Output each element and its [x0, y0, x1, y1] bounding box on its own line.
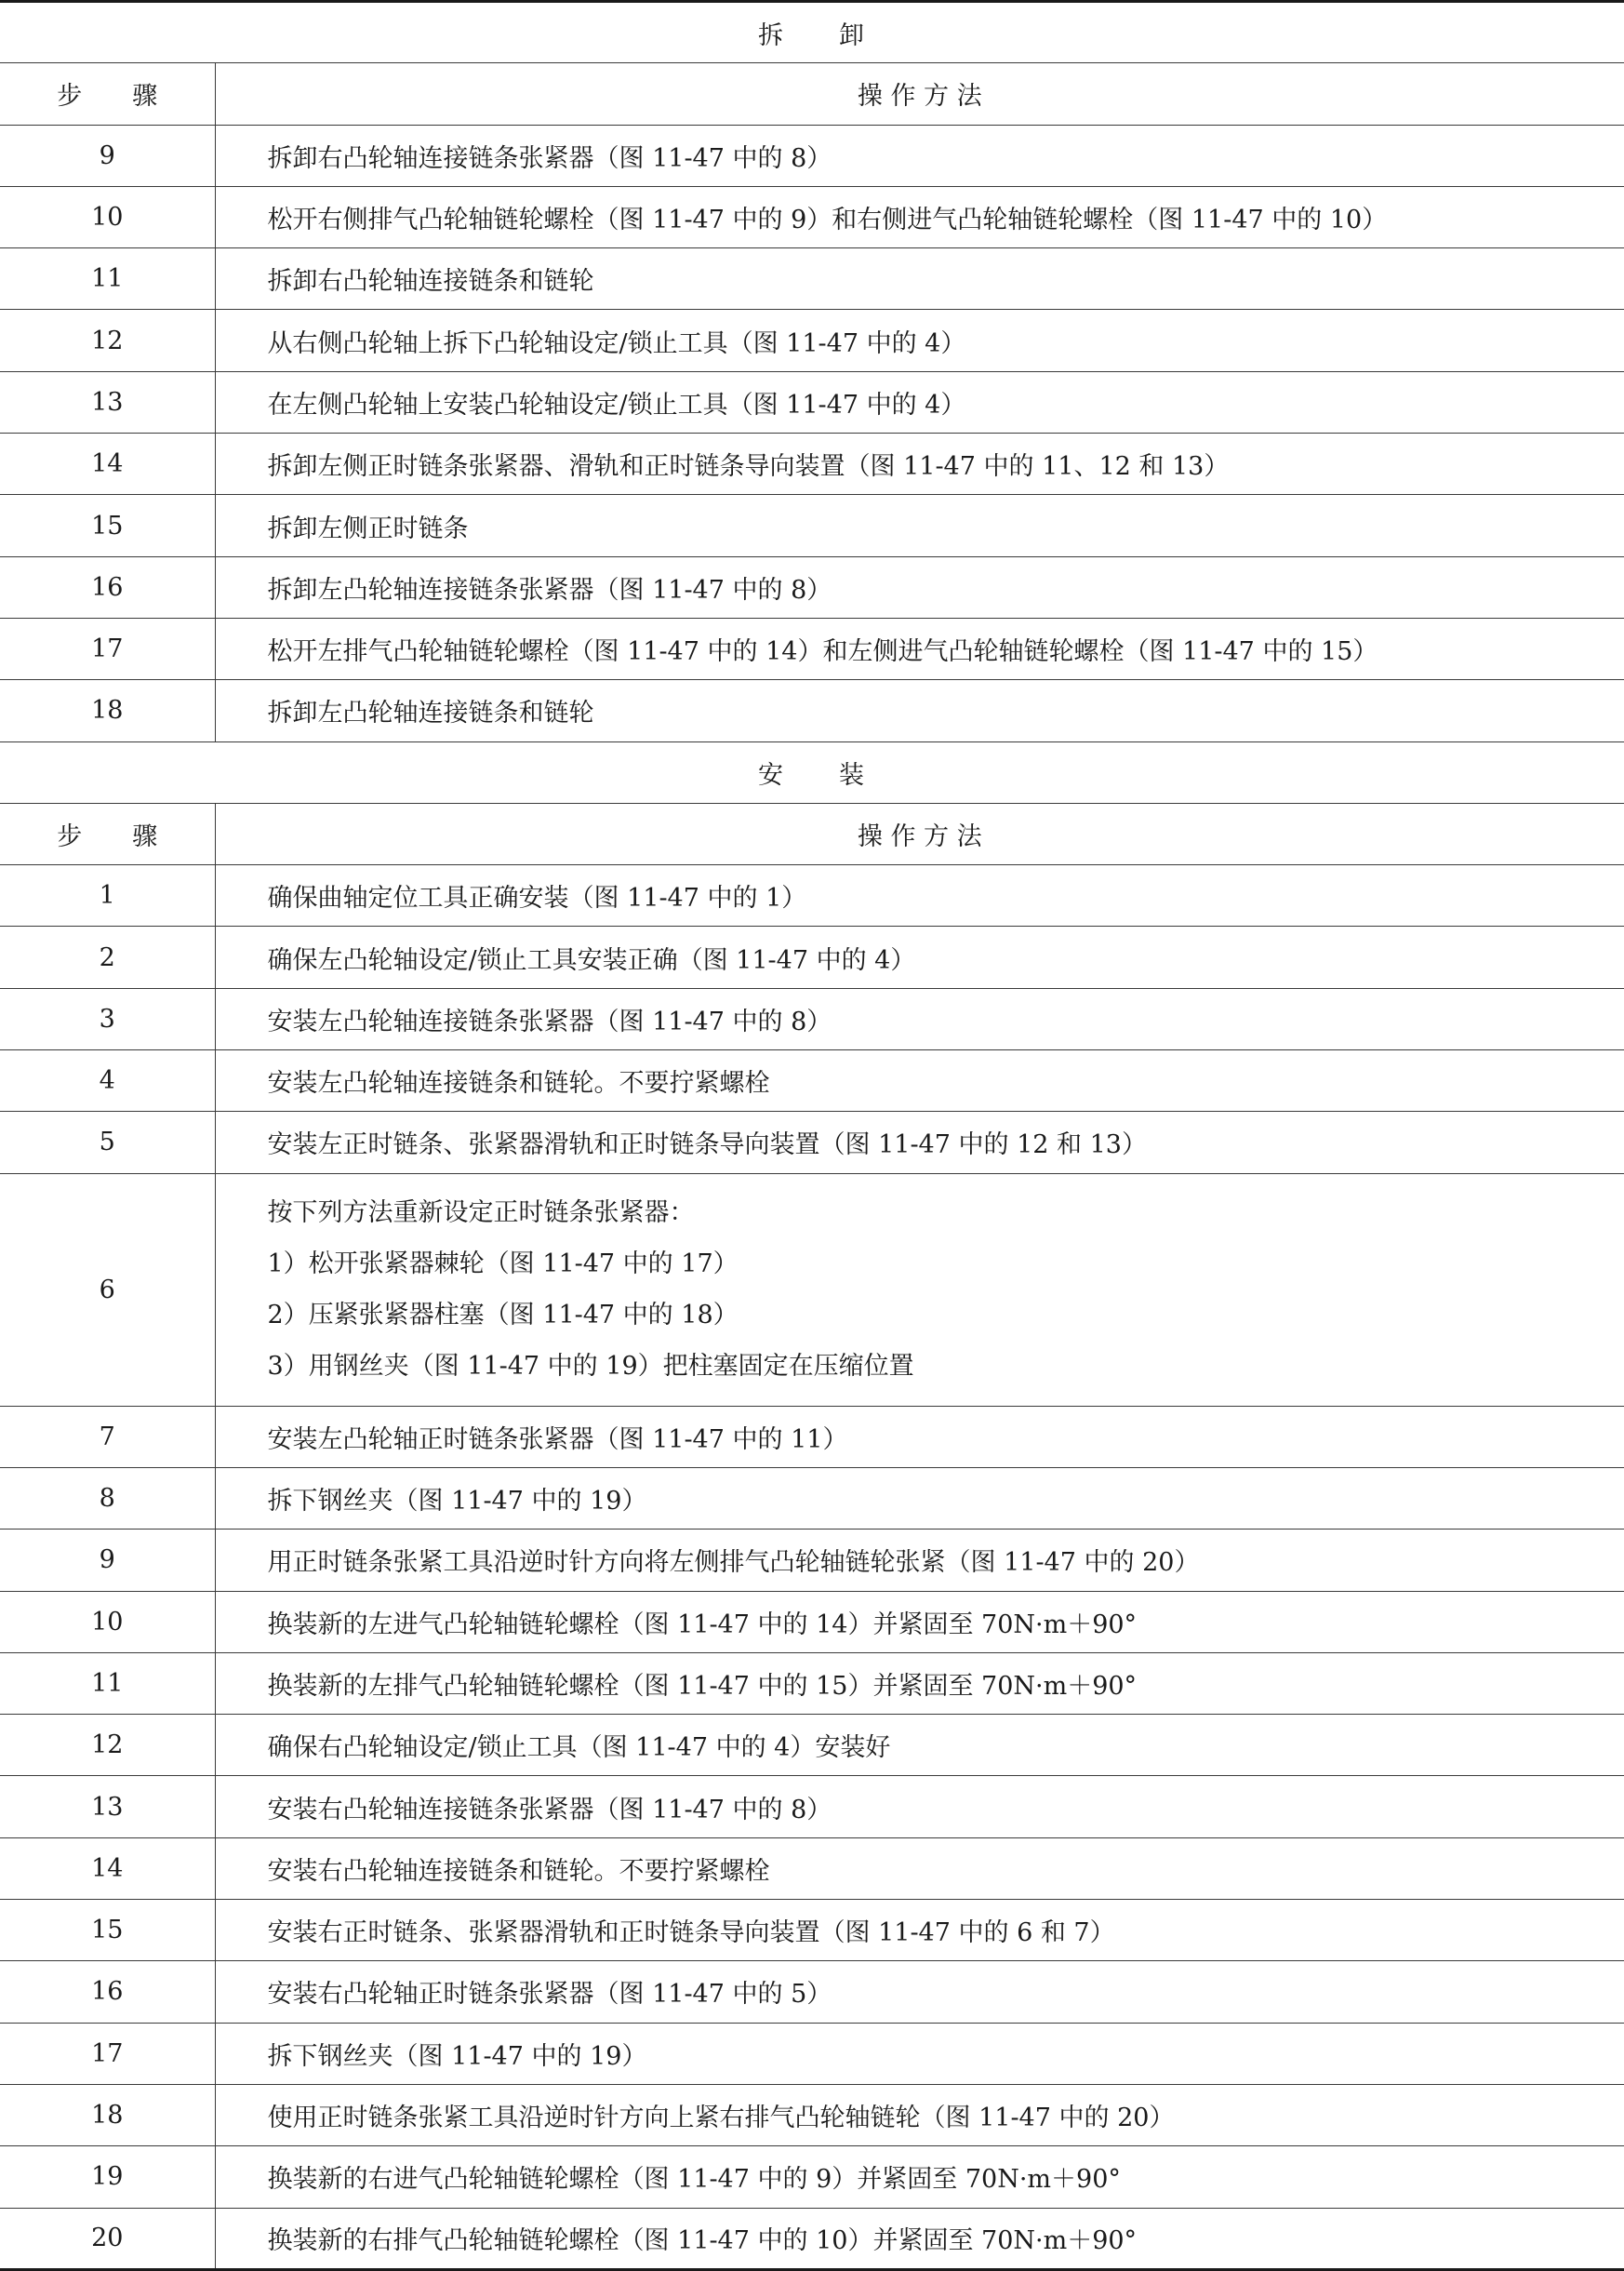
step-number: 19 [0, 2146, 215, 2208]
step-number: 20 [0, 2208, 215, 2269]
section-title-removal: 拆 卸 [0, 2, 1624, 63]
step-number: 7 [0, 1406, 215, 1467]
step-method: 安装右凸轮轴正时链条张紧器（图 11-47 中的 5） [215, 1961, 1624, 2023]
step-method: 确保左凸轮轴设定/锁止工具安装正确（图 11-47 中的 4） [215, 927, 1624, 988]
step-number: 8 [0, 1467, 215, 1529]
table-row [0, 618, 1624, 679]
step-number: 15 [0, 1900, 215, 1961]
table-row [0, 927, 1624, 988]
step-method: 安装左凸轮轴正时链条张紧器（图 11-47 中的 11） [215, 1406, 1624, 1467]
step-number: 14 [0, 434, 215, 495]
step-number: 18 [0, 680, 215, 741]
step-number: 2 [0, 927, 215, 988]
step-number: 10 [0, 1591, 215, 1652]
step-number: 12 [0, 1715, 215, 1776]
table-row [0, 2084, 1624, 2145]
step-method: 松开左排气凸轮轴链轮螺栓（图 11-47 中的 14）和左侧进气凸轮轴链轮螺栓（图 11-47 中的 15） [215, 618, 1624, 679]
table-row [0, 125, 1624, 186]
table-row [0, 680, 1624, 741]
step-method: 拆卸左侧正时链条张紧器、滑轨和正时链条导向装置（图 11-47 中的 11、12 和 13） [215, 434, 1624, 495]
step-number: 4 [0, 1050, 215, 1112]
table-row [0, 1112, 1624, 1173]
step-number: 16 [0, 556, 215, 618]
step-method: 安装右正时链条、张紧器滑轨和正时链条导向装置（图 11-47 中的 6 和 7） [215, 1900, 1624, 1961]
step-number: 11 [0, 248, 215, 310]
table-row [0, 1652, 1624, 1714]
step-method: 换装新的右排气凸轮轴链轮螺栓（图 11-47 中的 10）并紧固至 70N·m＋90° [215, 2208, 1624, 2269]
step-number: 14 [0, 1837, 215, 1899]
step-method: 安装左凸轮轴连接链条张紧器（图 11-47 中的 8） [215, 988, 1624, 1049]
table-row [0, 495, 1624, 556]
table-row [0, 1591, 1624, 1652]
step-method-line: 3）用钢丝夹（图 11-47 中的 19）把柱塞固定在压缩位置 [268, 1341, 1624, 1392]
step-method: 拆下钢丝夹（图 11-47 中的 19） [215, 1467, 1624, 1529]
step-method: 拆卸右凸轮轴连接链条和链轮 [215, 248, 1624, 310]
header-method: 操 作 方 法 [215, 63, 1624, 125]
step-method: 换装新的右进气凸轮轴链轮螺栓（图 11-47 中的 9）并紧固至 70N·m＋90° [215, 2146, 1624, 2208]
step-method: 拆卸右凸轮轴连接链条张紧器（图 11-47 中的 8） [215, 125, 1624, 186]
table-row [0, 556, 1624, 618]
header-step: 步 骤 [0, 63, 215, 125]
table-row-multiline [0, 1173, 1624, 1406]
header-row [0, 803, 1624, 864]
step-method: 拆卸左凸轮轴连接链条张紧器（图 11-47 中的 8） [215, 556, 1624, 618]
table-row [0, 1715, 1624, 1776]
step-method: 在左侧凸轮轴上安装凸轮轴设定/锁止工具（图 11-47 中的 4） [215, 371, 1624, 433]
step-number: 11 [0, 1652, 215, 1714]
table-row [0, 988, 1624, 1049]
section-title-installation: 安 装 [0, 741, 1624, 803]
table-row [0, 2208, 1624, 2269]
step-number: 9 [0, 125, 215, 186]
step-number: 17 [0, 618, 215, 679]
step-number: 13 [0, 371, 215, 433]
table-row [0, 1961, 1624, 2023]
step-method: 换装新的左进气凸轮轴链轮螺栓（图 11-47 中的 14）并紧固至 70N·m＋90° [215, 1591, 1624, 1652]
table-row [0, 186, 1624, 247]
step-method: 安装右凸轮轴连接链条张紧器（图 11-47 中的 8） [215, 1776, 1624, 1837]
step-method: 拆卸左侧正时链条 [215, 495, 1624, 556]
table-row [0, 1776, 1624, 1837]
table-row [0, 371, 1624, 433]
table-row [0, 1050, 1624, 1112]
step-number: 15 [0, 495, 215, 556]
step-method: 安装右凸轮轴连接链条和链轮。不要拧紧螺栓 [215, 1837, 1624, 1899]
header-method: 操 作 方 法 [215, 803, 1624, 864]
step-method: 安装左正时链条、张紧器滑轨和正时链条导向装置（图 11-47 中的 12 和 13） [215, 1112, 1624, 1173]
step-method: 换装新的左排气凸轮轴链轮螺栓（图 11-47 中的 15）并紧固至 70N·m＋90° [215, 1652, 1624, 1714]
step-number: 10 [0, 186, 215, 247]
step-method: 拆下钢丝夹（图 11-47 中的 19） [215, 2023, 1624, 2084]
step-method: 从右侧凸轮轴上拆下凸轮轴设定/锁止工具（图 11-47 中的 4） [215, 310, 1624, 371]
table-row [0, 310, 1624, 371]
step-number: 13 [0, 1776, 215, 1837]
step-method: 用正时链条张紧工具沿逆时针方向将左侧排气凸轮轴链轮张紧（图 11-47 中的 20） [215, 1530, 1624, 1591]
step-number: 18 [0, 2084, 215, 2145]
step-method: 拆卸左凸轮轴连接链条和链轮 [215, 680, 1624, 741]
table-row [0, 2146, 1624, 2208]
step-method: 使用正时链条张紧工具沿逆时针方向上紧右排气凸轮轴链轮（图 11-47 中的 20） [215, 2084, 1624, 2145]
step-method [215, 1173, 1624, 1406]
step-number: 17 [0, 2023, 215, 2084]
step-number: 6 [0, 1173, 215, 1406]
table-row [0, 1530, 1624, 1591]
step-method-line: 按下列方法重新设定正时链条张紧器： [268, 1187, 1624, 1238]
step-number: 1 [0, 865, 215, 927]
header-step: 步 骤 [0, 803, 215, 864]
step-method: 松开右侧排气凸轮轴链轮螺栓（图 11-47 中的 9）和右侧进气凸轮轴链轮螺栓（图 11-47 中的 10） [215, 186, 1624, 247]
step-number: 3 [0, 988, 215, 1049]
section-title-row [0, 741, 1624, 803]
table-row [0, 1467, 1624, 1529]
table-row [0, 2023, 1624, 2084]
step-method: 确保曲轴定位工具正确安装（图 11-47 中的 1） [215, 865, 1624, 927]
table-row [0, 434, 1624, 495]
step-number: 16 [0, 1961, 215, 2023]
step-method: 安装左凸轮轴连接链条和链轮。不要拧紧螺栓 [215, 1050, 1624, 1112]
table-row [0, 1837, 1624, 1899]
step-number: 9 [0, 1530, 215, 1591]
header-row [0, 63, 1624, 125]
section-title-row [0, 2, 1624, 63]
table-row [0, 1900, 1624, 1961]
table-row [0, 1406, 1624, 1467]
table-row [0, 865, 1624, 927]
step-method: 确保右凸轮轴设定/锁止工具（图 11-47 中的 4）安装好 [215, 1715, 1624, 1776]
table-row [0, 248, 1624, 310]
step-method-line: 2）压紧张紧器柱塞（图 11-47 中的 18） [268, 1289, 1624, 1341]
step-number: 12 [0, 310, 215, 371]
step-number: 5 [0, 1112, 215, 1173]
step-method-line: 1）松开张紧器棘轮（图 11-47 中的 17） [268, 1238, 1624, 1289]
